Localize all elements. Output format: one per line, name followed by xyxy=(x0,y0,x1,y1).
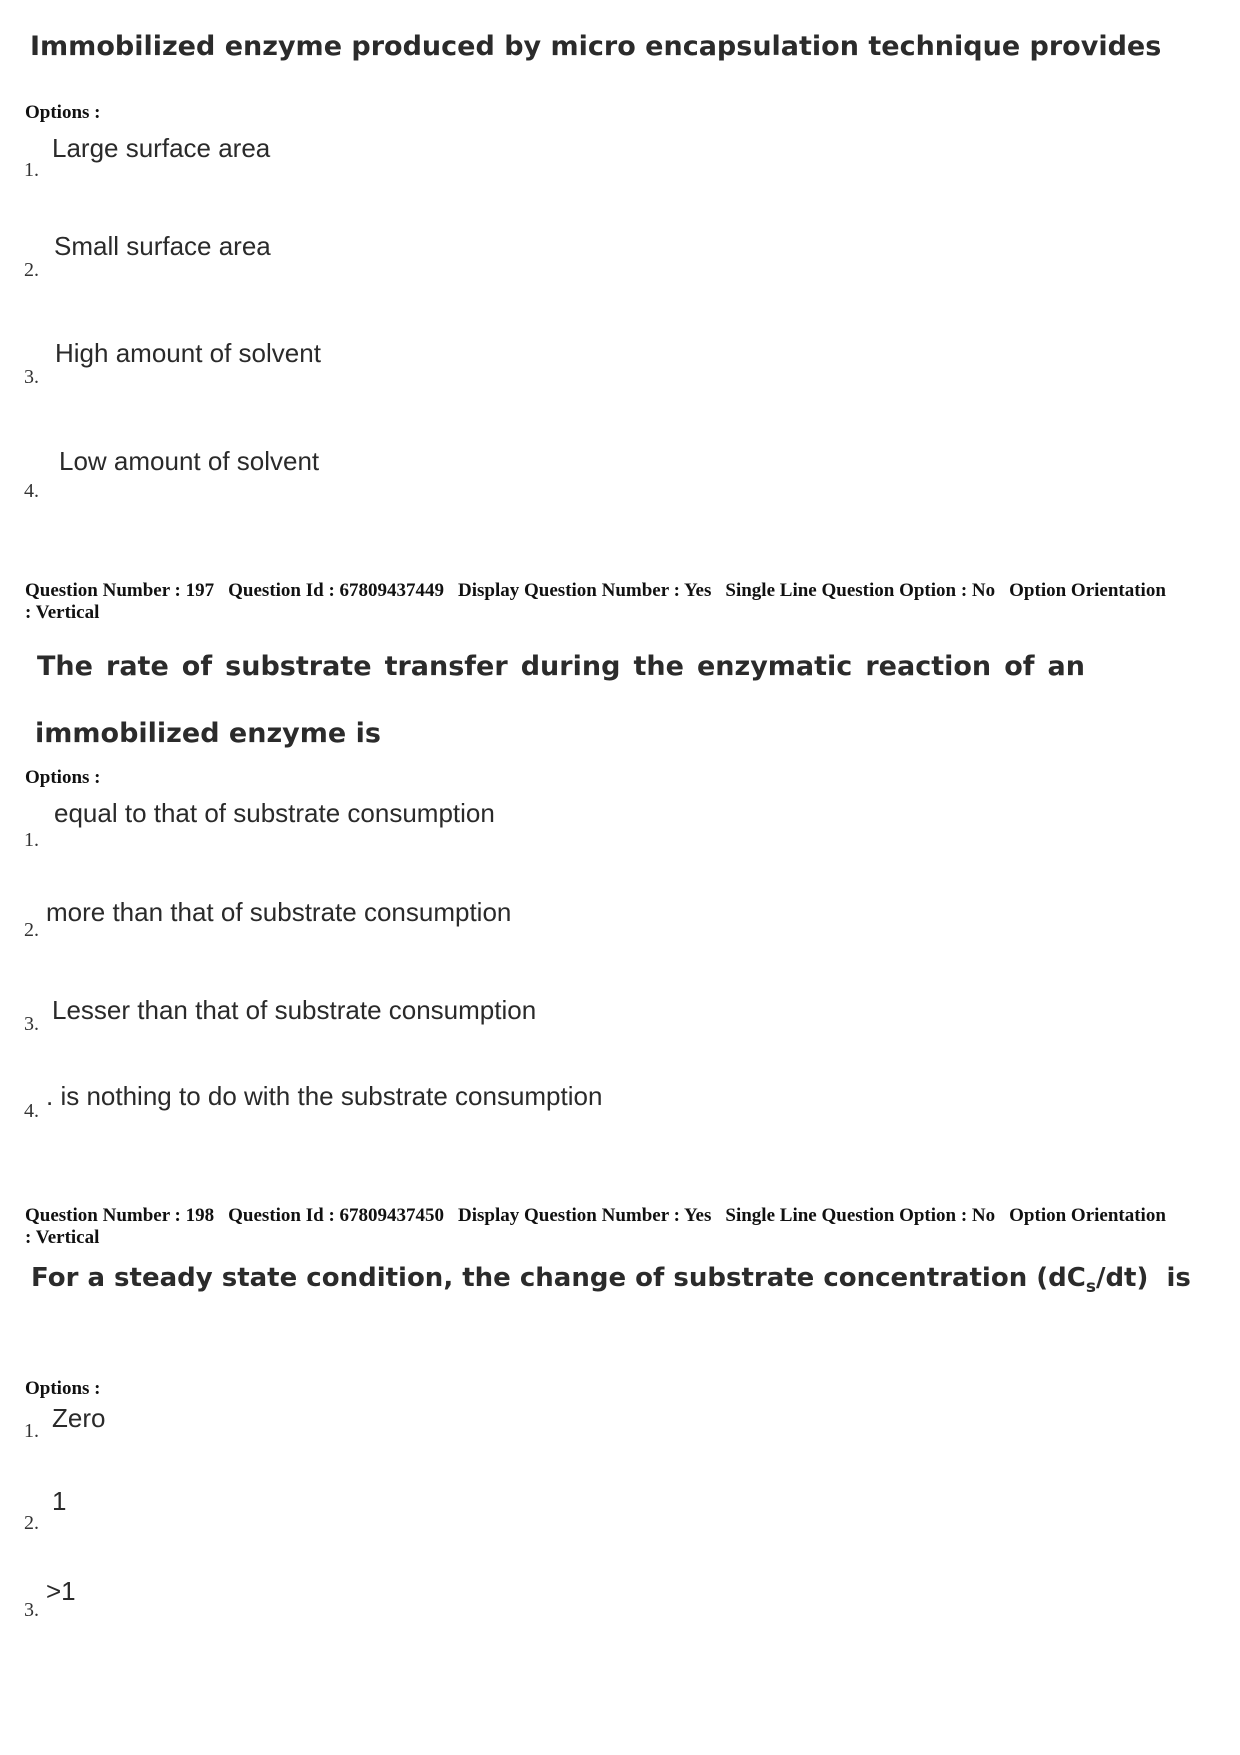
option-number: 2. xyxy=(24,1512,39,1534)
question-198-meta xyxy=(25,1205,1175,1249)
question-198-text xyxy=(31,1265,1191,1296)
question-id: Question Id : 67809437450 xyxy=(228,1205,445,1226)
question-196-text: Immobilized enzyme produced by micro encapsulation technique provides xyxy=(30,31,1162,62)
option-text: >1 xyxy=(46,1576,76,1606)
option-orientation: Option Orientation : Vertical xyxy=(25,580,1166,623)
question-197-meta xyxy=(25,580,1175,624)
option-number: 3. xyxy=(24,366,39,388)
display-question-number: Display Question Number : Yes xyxy=(458,1205,712,1226)
option-number: 3. xyxy=(24,1013,39,1035)
options-label: Options : xyxy=(25,102,101,123)
subscript-s: s xyxy=(1085,1277,1096,1298)
single-line-option: Single Line Question Option : No xyxy=(725,1205,996,1226)
option-number: 2. xyxy=(24,259,39,281)
option-number: 1. xyxy=(24,829,39,851)
option-text: Large surface area xyxy=(52,133,271,163)
options-label: Options : xyxy=(25,1378,101,1399)
option-text: Zero xyxy=(52,1403,106,1433)
option-text: more than that of substrate consumption xyxy=(46,897,512,927)
option-number: 1. xyxy=(24,159,39,181)
option-text: 1 xyxy=(52,1486,67,1516)
question-197-text-line1: The rate of substrate transfer during the enzymatic reaction of an xyxy=(37,651,1085,682)
option-number: 4. xyxy=(24,1100,39,1122)
question-197-text-line2: immobilized enzyme is xyxy=(35,718,381,749)
question-text-prefix: For a steady state condition, the change of substrate concentration (dC xyxy=(31,1263,1086,1293)
option-text: Low amount of solvent xyxy=(59,446,320,476)
option-text: . is nothing to do with the substrate consumption xyxy=(46,1081,603,1111)
option-orientation: Option Orientation : Vertical xyxy=(25,1205,1166,1248)
question-number: Question Number : 197 xyxy=(25,580,215,601)
question-id: Question Id : 67809437449 xyxy=(228,580,445,601)
options-label: Options : xyxy=(25,767,101,788)
single-line-option: Single Line Question Option : No xyxy=(725,580,996,601)
question-number: Question Number : 198 xyxy=(25,1205,215,1226)
option-number: 4. xyxy=(24,480,39,502)
question-text-suffix: /dt) is xyxy=(1095,1263,1191,1293)
option-text: equal to that of substrate consumption xyxy=(54,798,495,828)
option-number: 1. xyxy=(24,1420,39,1442)
option-number: 3. xyxy=(24,1599,39,1621)
option-text: Small surface area xyxy=(54,231,271,261)
option-text: High amount of solvent xyxy=(55,338,321,368)
display-question-number: Display Question Number : Yes xyxy=(458,580,712,601)
option-number: 2. xyxy=(24,919,39,941)
option-text: Lesser than that of substrate consumption xyxy=(52,995,537,1025)
